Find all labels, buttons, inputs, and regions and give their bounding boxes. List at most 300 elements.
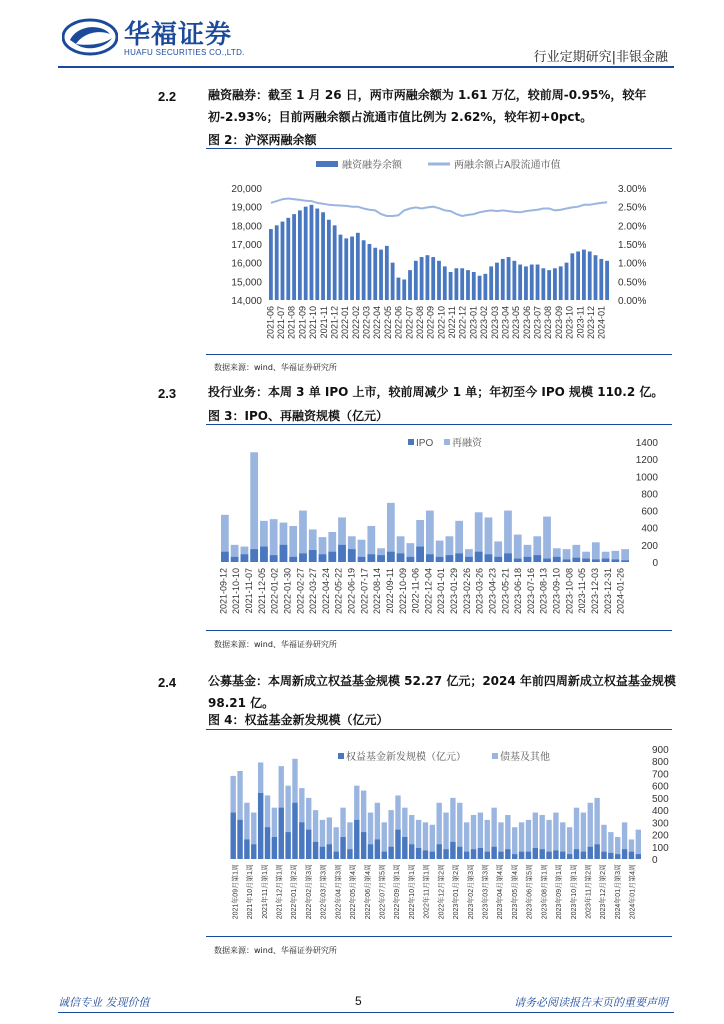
y-tick-label: 100 — [652, 842, 669, 854]
bar-equity — [450, 842, 455, 859]
figure-bottom-rule — [206, 630, 672, 631]
logo-icon — [62, 18, 118, 56]
x-tick-label: 2023年01月第2周 — [453, 864, 461, 920]
x-tick-label: 2023-12-03 — [589, 568, 600, 615]
x-tick-label: 2023-01-29 — [449, 568, 460, 615]
x-tick-label: 2021-09 — [297, 306, 308, 340]
figure-source: 数据来源：wind、华福证券研究所 — [214, 946, 337, 955]
bar — [281, 222, 285, 300]
page-number: 5 — [355, 994, 362, 1008]
margin-balance-chart — [206, 152, 672, 352]
bar-equity — [375, 839, 380, 859]
bar-equity — [437, 844, 442, 859]
x-tick-label: 2021年11月第1周 — [261, 864, 269, 919]
figure-top-rule — [206, 148, 672, 149]
x-tick-label: 2021年10月第1周 — [247, 864, 255, 920]
x-tick-label: 2023-05 — [511, 306, 522, 340]
bar-ipo — [582, 559, 590, 562]
figure-bottom-rule — [206, 936, 672, 937]
x-tick-label: 2022年11月第1周 — [423, 864, 431, 919]
x-tick-label: 2023年10月第1周 — [570, 864, 578, 920]
x-tick-label: 2023-11 — [575, 306, 586, 339]
x-tick-label: 2022-11 — [447, 306, 458, 339]
bar-equity — [423, 850, 428, 859]
bar-ipo — [611, 559, 619, 562]
y-tick-label: 600 — [652, 781, 669, 793]
y-tick-label: 1400 — [635, 438, 658, 449]
bar-equity — [574, 849, 579, 859]
bar-equity — [395, 830, 400, 859]
y-tick-label: 14,000 — [231, 296, 262, 307]
bar-ipo — [387, 552, 395, 562]
x-tick-label: 2021-10-10 — [231, 568, 242, 615]
ipo-refinancing-chart — [206, 428, 672, 628]
x-tick-label: 2023-10 — [564, 306, 575, 340]
bar-equity — [533, 848, 538, 859]
bar — [362, 240, 366, 300]
y2-tick-label: 2.00% — [618, 221, 647, 233]
bar-refinancing — [514, 535, 522, 562]
footer-slogan: 诚信专业 发现价值 — [58, 996, 150, 1009]
section-text: 投行业务：本周 3 单 IPO 上市，较前周减少 1 单；年初至今 IPO 规模 110.2 亿。 — [208, 385, 664, 399]
bar-equity — [334, 852, 339, 859]
x-tick-label: 2023-09-10 — [551, 568, 562, 615]
x-tick-label: 2022-03-27 — [308, 568, 319, 615]
y-tick-label: 18,000 — [231, 221, 262, 233]
bar-ipo — [241, 554, 249, 562]
bar — [518, 265, 522, 300]
bar-ipo — [299, 553, 307, 562]
x-tick-label: 2022-06-19 — [346, 568, 357, 615]
bar-refinancing — [289, 526, 297, 562]
x-tick-label: 2022-10 — [436, 306, 447, 340]
legend-label: 两融余额占A股流通市值 — [454, 160, 561, 171]
logo-text-en: HUAFU SECURITIES CO.,LTD. — [124, 48, 245, 57]
bar-equity — [306, 830, 311, 859]
y-tick-label: 800 — [641, 489, 658, 501]
y-tick-label: 500 — [652, 793, 669, 805]
bar — [350, 237, 354, 300]
bar-equity — [519, 852, 524, 859]
bar-ipo — [543, 559, 551, 562]
x-tick-label: 2023年09月第1周 — [556, 864, 564, 920]
bar-equity — [430, 852, 435, 859]
x-tick-label: 2023年08月第1周 — [541, 864, 549, 920]
bar — [344, 238, 348, 300]
x-tick-label: 2023年03月第3周 — [482, 864, 490, 920]
x-tick-label: 2022-07-17 — [359, 568, 370, 615]
bar-ipo — [328, 552, 336, 562]
footer-disclaimer: 请务必阅读报告末页的重要声明 — [514, 996, 668, 1009]
bar-ipo — [446, 555, 454, 562]
bar-ipo — [231, 557, 239, 562]
x-tick-label: 2023年05月第4周 — [511, 864, 519, 920]
y-tick-label: 1200 — [635, 455, 658, 467]
legend-swatch-bond — [492, 753, 498, 759]
bar-equity — [615, 854, 620, 859]
x-tick-label: 2021-11-07 — [244, 568, 255, 614]
y-tick-label: 0 — [652, 558, 658, 569]
bar-equity — [512, 854, 517, 859]
bar-equity — [265, 827, 270, 859]
bar-ipo — [572, 558, 580, 562]
bar-refinancing — [543, 517, 551, 562]
bar-equity — [457, 847, 462, 859]
bar-ipo — [524, 557, 532, 562]
bar — [286, 218, 290, 300]
x-tick-label: 2022-12-04 — [423, 568, 434, 615]
bar-equity — [382, 852, 387, 859]
bar-equity — [478, 848, 483, 859]
bar-ipo — [426, 554, 434, 562]
x-tick-label: 2022年10月第1周 — [408, 864, 416, 920]
section-text: 公募基金：本周新成立权益基金规模 52.27 亿元；2024 年前四周新成立权益基金规模 98.21 亿。 — [208, 674, 676, 710]
x-tick-label: 2023年12月第2周 — [600, 864, 608, 920]
bar-ipo — [621, 560, 629, 562]
legend-swatch-bar — [316, 161, 338, 167]
bar-equity — [299, 822, 304, 859]
bar-equity — [540, 849, 545, 859]
legend-label: 再融资 — [452, 438, 482, 449]
x-tick-label: 2024-01-26 — [615, 568, 626, 615]
x-tick-label: 2022-02 — [350, 306, 361, 340]
x-tick-label: 2023-07 — [532, 306, 543, 340]
x-tick-label: 2023-01 — [468, 306, 479, 340]
x-tick-label: 2022年09月第1周 — [394, 864, 402, 920]
x-tick-label: 2021-06 — [265, 306, 276, 340]
bar-equity — [237, 820, 242, 859]
bar — [437, 261, 441, 300]
bar — [397, 278, 401, 300]
y-tick-label: 15,000 — [231, 277, 262, 289]
x-tick-label: 2022-11-06 — [410, 568, 421, 614]
bar-equity — [327, 844, 332, 859]
x-tick-label: 2023-08 — [543, 306, 554, 340]
bar — [339, 235, 343, 300]
x-tick-label: 2022-03 — [361, 306, 372, 340]
bar-ipo — [338, 545, 346, 562]
bar-refinancing — [250, 452, 258, 562]
bar-equity — [443, 849, 448, 859]
bar — [304, 207, 308, 300]
bar-equity — [388, 847, 393, 859]
bar-equity — [526, 852, 531, 859]
bar-ipo — [280, 545, 288, 562]
section-number: 2.4 — [158, 675, 177, 690]
bar — [321, 212, 325, 300]
y-tick-label: 17,000 — [231, 240, 262, 251]
bar-ipo — [514, 559, 522, 562]
bar — [524, 266, 528, 300]
bar — [553, 268, 557, 300]
x-tick-label: 2022-04 — [372, 306, 383, 340]
bar-refinancing — [621, 549, 629, 562]
bar-ipo — [592, 559, 600, 562]
bar-equity — [601, 852, 606, 859]
page-header — [0, 0, 724, 70]
report-category: 行业定期研究|非银金融 — [533, 50, 668, 65]
bar-equity — [471, 849, 476, 859]
x-tick-label: 2022年07月第5周 — [379, 864, 387, 920]
bar-equity — [622, 849, 627, 859]
x-tick-label: 2021年09月第1周 — [232, 864, 240, 920]
bar-equity — [258, 793, 263, 859]
bar — [379, 250, 383, 300]
x-tick-label: 2023年11月第2周 — [585, 864, 593, 919]
y-tick-label: 19,000 — [231, 202, 262, 214]
x-tick-label: 2021-11 — [318, 306, 329, 339]
x-tick-label: 2023-03-26 — [474, 568, 485, 615]
header-divider — [58, 66, 674, 68]
bar — [275, 225, 279, 300]
x-tick-label: 2023-04 — [500, 306, 511, 340]
x-tick-label: 2023-02 — [479, 306, 490, 340]
bar-equity — [231, 813, 236, 859]
bar-equity — [320, 847, 325, 859]
bar-equity — [464, 852, 469, 859]
x-tick-label: 2023-10-08 — [564, 568, 575, 615]
bar — [466, 270, 470, 300]
bar — [454, 268, 458, 300]
bar — [269, 229, 273, 300]
bar — [599, 259, 603, 300]
bar — [541, 268, 545, 300]
x-tick-label: 2023-07-16 — [525, 568, 536, 615]
x-tick-label: 2022-06 — [393, 306, 404, 340]
bar — [385, 246, 389, 300]
x-tick-label: 2022-07 — [404, 306, 415, 340]
bar — [327, 220, 331, 300]
y-tick-label: 0 — [652, 855, 658, 866]
bar-equity — [244, 839, 249, 859]
bar — [559, 266, 563, 300]
x-tick-label: 2021年12月第1周 — [276, 864, 284, 920]
bar-ipo — [455, 553, 463, 562]
bar-ipo — [397, 553, 405, 562]
y-tick-label: 600 — [641, 506, 658, 518]
x-tick-label: 2023-05-21 — [500, 568, 511, 615]
bar — [489, 266, 493, 300]
bar-ipo — [221, 552, 229, 562]
bar — [431, 257, 435, 300]
bar-ipo — [436, 557, 444, 562]
x-tick-label: 2021-09-12 — [218, 568, 229, 615]
bar — [582, 250, 586, 300]
bar-equity — [588, 847, 593, 859]
figure-source: 数据来源：wind、华福证券研究所 — [214, 363, 337, 372]
bar-ipo — [319, 554, 327, 562]
bar-equity — [608, 853, 613, 859]
bar — [420, 257, 424, 300]
bar-ipo — [533, 555, 541, 562]
bar — [373, 248, 377, 300]
x-tick-label: 2022年06月第4周 — [364, 864, 372, 920]
bar-ipo — [289, 557, 297, 562]
bar-equity — [313, 842, 318, 859]
bar-equity — [505, 849, 510, 859]
bar — [443, 266, 447, 300]
figure-top-rule — [206, 424, 672, 425]
bar-equity — [347, 849, 352, 859]
bar — [483, 274, 487, 300]
section-number: 2.2 — [158, 89, 177, 104]
bar-equity — [581, 852, 586, 859]
bar-equity — [272, 837, 277, 859]
section-text: 融资融券：截至 1 月 26 日，两市两融余额为 1.61 万亿，较前周-0.95%，较年初-2.93%；目前两融余额占流通市值比例为 2.62%，较年初+0pct。 — [208, 88, 647, 124]
bar — [310, 205, 314, 300]
bar — [426, 255, 430, 300]
section-number: 2.3 — [158, 386, 177, 401]
x-tick-label: 2022年03月第3周 — [320, 864, 328, 920]
figure-bottom-rule — [206, 354, 672, 355]
bar — [460, 268, 464, 300]
figure-title: 图 4：权益基金新发规模（亿元） — [208, 713, 389, 727]
x-tick-label: 2022年05月第4周 — [350, 864, 358, 920]
bar — [356, 233, 360, 300]
y2-tick-label: 0.50% — [618, 277, 647, 289]
bar — [292, 214, 296, 300]
x-tick-label: 2023-09 — [553, 306, 564, 340]
bar — [512, 261, 516, 300]
y2-tick-label: 1.00% — [618, 258, 647, 270]
y-tick-label: 400 — [641, 523, 658, 535]
bar — [333, 225, 337, 300]
bar — [576, 251, 580, 300]
x-tick-label: 2021-08 — [286, 306, 297, 340]
bar-equity — [485, 852, 490, 859]
x-tick-label: 2022-01-02 — [269, 568, 280, 615]
x-tick-label: 2021-12 — [329, 306, 340, 340]
x-tick-label: 2022-12 — [457, 306, 468, 340]
bar-equity — [409, 844, 414, 859]
bar — [449, 272, 453, 300]
x-tick-label: 2023年04月第4周 — [497, 864, 505, 920]
x-tick-label: 2023年06月第5周 — [526, 864, 534, 920]
bar — [507, 257, 511, 300]
x-tick-label: 2022年04月第3周 — [335, 864, 343, 920]
x-tick-label: 2023-12 — [585, 306, 596, 340]
x-tick-label: 2021-12-05 — [256, 568, 267, 615]
bar-ipo — [475, 552, 483, 562]
bar — [594, 255, 598, 300]
bar-equity — [546, 852, 551, 859]
y-tick-label: 700 — [652, 769, 669, 781]
bar — [547, 270, 551, 300]
bar — [536, 265, 540, 300]
bar-equity — [416, 848, 421, 859]
x-tick-label: 2023-06-18 — [513, 568, 524, 615]
legend-label: 债基及其他 — [500, 752, 550, 763]
bar-equity — [553, 850, 558, 859]
x-tick-label: 2022-04-24 — [320, 568, 331, 615]
figure-source: 数据来源：wind、华福证券研究所 — [214, 640, 337, 649]
x-tick-label: 2023-04-23 — [487, 568, 498, 615]
equity-fund-issuance-chart — [206, 733, 672, 933]
bar — [414, 261, 418, 300]
x-tick-label: 2022-08-14 — [372, 568, 383, 615]
bar — [478, 276, 482, 300]
bar-equity — [292, 803, 297, 859]
bar-ipo — [348, 549, 356, 562]
x-tick-label: 2024年01月第3周 — [614, 864, 622, 920]
bar-refinancing — [592, 542, 600, 562]
legend-label: 融资融券余额 — [342, 160, 402, 171]
bar — [368, 244, 372, 300]
bar-ipo — [377, 555, 385, 562]
x-tick-label: 2023年02月第3周 — [467, 864, 475, 920]
legend-label: IPO — [416, 438, 434, 449]
x-tick-label: 2022年12月第2周 — [438, 864, 446, 920]
bar-ipo — [494, 557, 502, 562]
bar-equity — [354, 820, 359, 859]
bar-ipo — [406, 557, 414, 562]
x-tick-label: 2022-01-30 — [282, 568, 293, 615]
x-tick-label: 2023-01-01 — [436, 568, 447, 615]
x-tick-label: 2021-10 — [308, 306, 319, 340]
x-tick-label: 2023-08-13 — [538, 568, 549, 615]
x-tick-label: 2022-10-09 — [397, 568, 408, 615]
bar-ipo — [416, 547, 424, 562]
bar-ipo — [504, 553, 512, 562]
x-tick-label: 2021-07 — [276, 306, 287, 340]
bar — [605, 261, 609, 300]
x-tick-label: 2022-08 — [414, 306, 425, 340]
legend-swatch-ipo — [408, 439, 414, 445]
y-tick-label: 300 — [652, 818, 669, 830]
bar-equity — [594, 844, 599, 859]
y2-tick-label: 3.00% — [618, 184, 647, 195]
bar-ipo — [270, 555, 278, 562]
x-tick-label: 2023-02-26 — [461, 568, 472, 615]
bar — [501, 259, 505, 300]
bar-equity — [279, 808, 284, 859]
bar — [391, 263, 395, 300]
bar-ipo — [563, 559, 571, 562]
x-tick-label: 2022-02-27 — [295, 568, 306, 615]
bar-equity — [498, 852, 503, 859]
bar-equity — [368, 844, 373, 859]
bar — [570, 253, 574, 300]
y-tick-label: 900 — [652, 745, 669, 756]
bar-ipo — [485, 554, 493, 562]
bar-equity — [361, 832, 366, 859]
legend-label: 权益基金新发规模（亿元） — [346, 752, 466, 763]
bar-ipo — [260, 547, 268, 562]
bar — [472, 272, 476, 300]
y2-tick-label: 1.50% — [618, 240, 647, 251]
x-tick-label: 2022年01月第2周 — [291, 864, 299, 920]
bar-ipo — [358, 557, 366, 562]
bar-ipo — [465, 557, 473, 562]
bar — [402, 279, 406, 300]
y-tick-label: 1000 — [635, 472, 658, 484]
x-tick-label: 2022-09 — [425, 306, 436, 340]
x-tick-label: 2023-12-31 — [602, 568, 613, 615]
bar — [530, 265, 534, 300]
bar-equity — [285, 832, 290, 859]
bar-equity — [491, 847, 496, 859]
figure-top-rule — [206, 729, 672, 730]
bar-equity — [560, 852, 565, 859]
bar — [315, 209, 319, 300]
bar-equity — [340, 837, 345, 859]
bar — [495, 263, 499, 300]
logo-text-cn: 华福证券 — [124, 20, 233, 50]
footer-divider — [58, 1012, 674, 1013]
legend-swatch-equity — [338, 753, 344, 759]
bar-ipo — [309, 550, 317, 562]
bar-ipo — [367, 554, 375, 562]
